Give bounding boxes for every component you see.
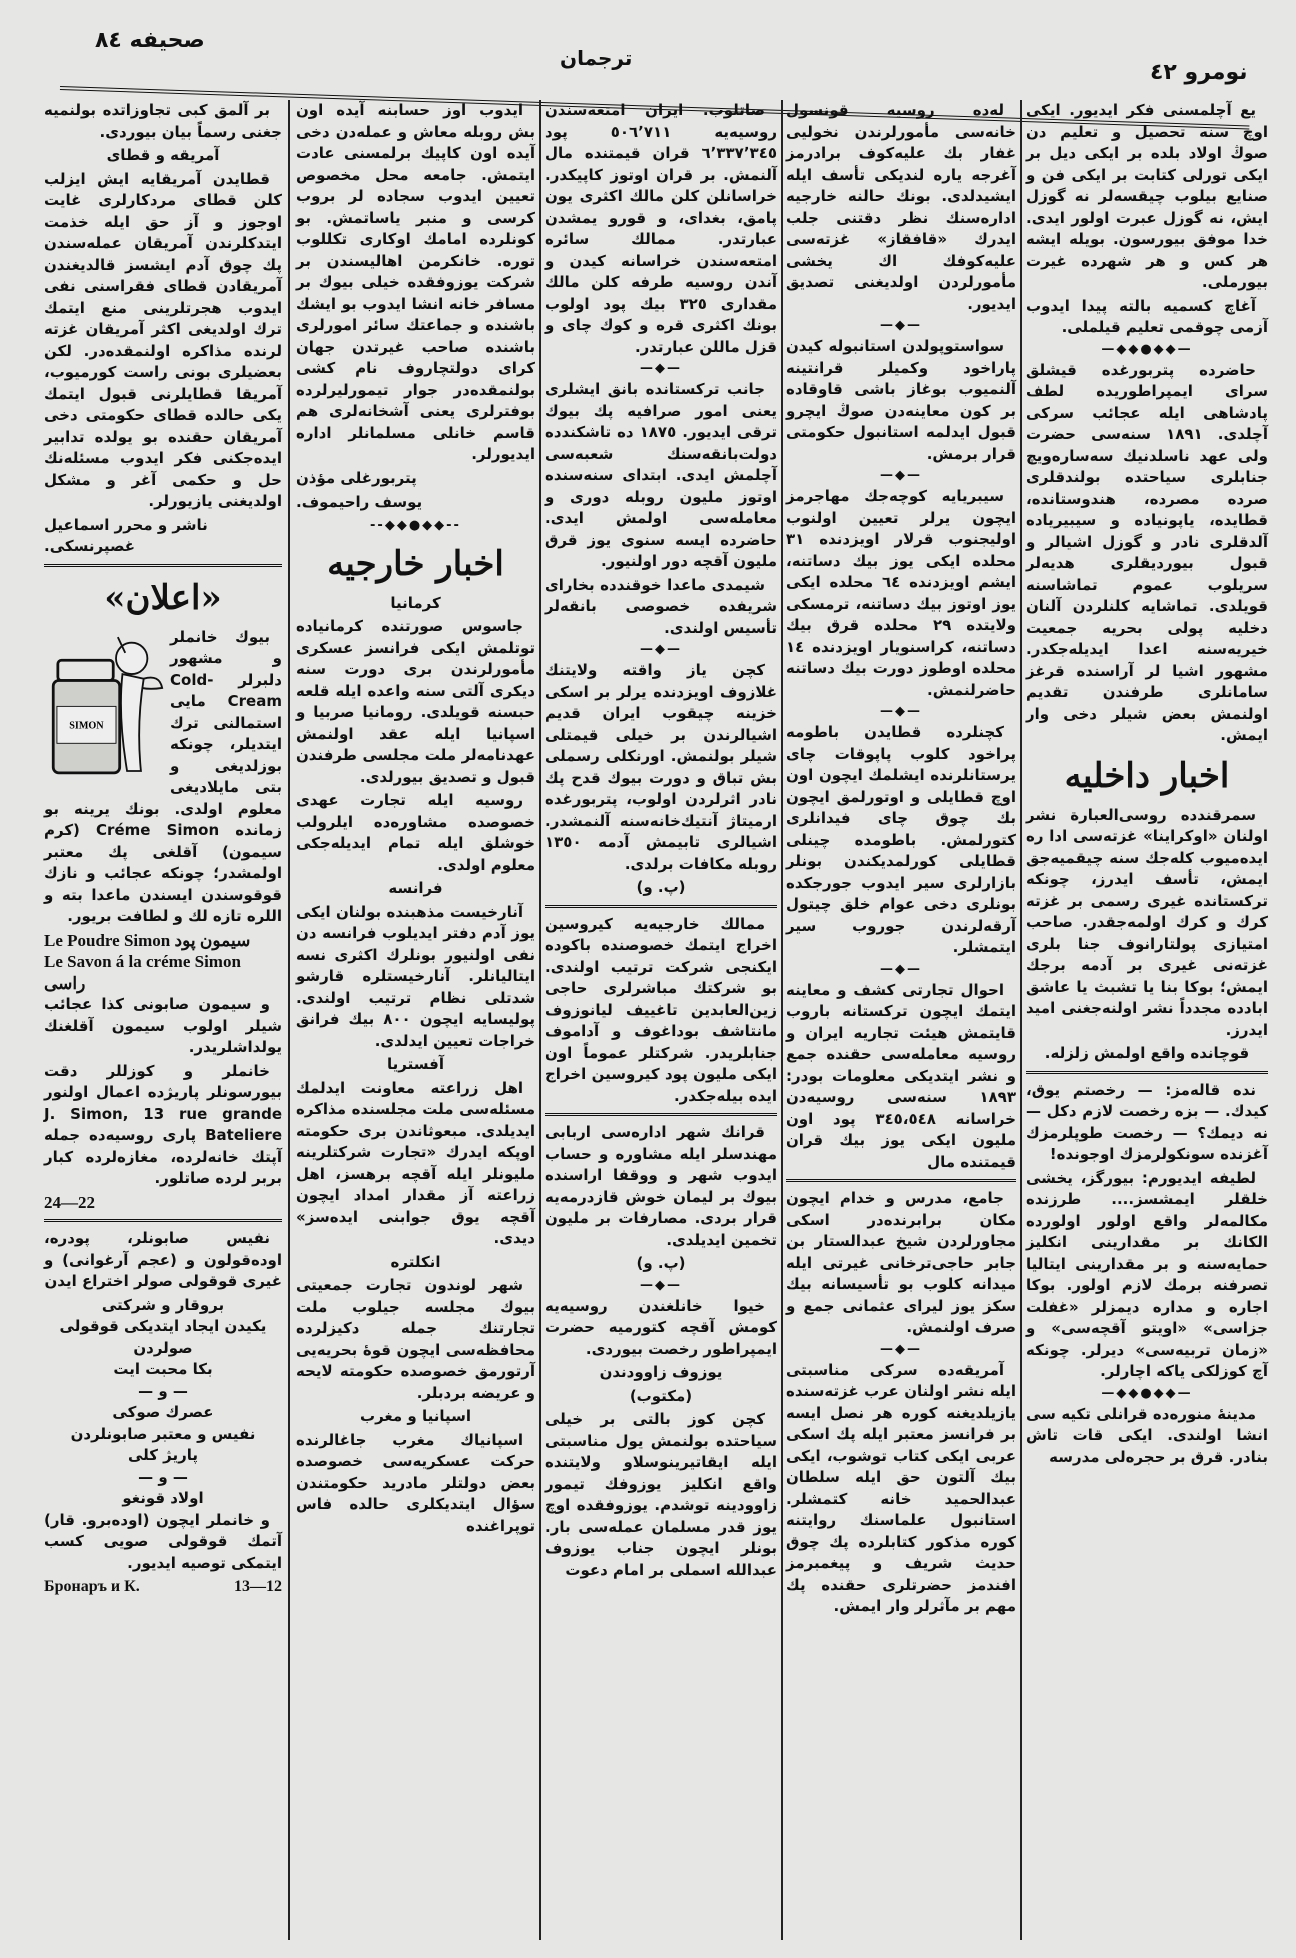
article-paragraph: جاسوس صورتنده كرمانياده توتلمش ايكى فرانسز عسكرى مأمورلرندن برى دورت سنه ديكرى آلتى سنه واعده ايله قلعه حبسنه قويلدى. رومانيا صربيا و اسپانيا ايله عقد اولنمش عهدنامه‌لر ملت مجلسى طرفندن قبول و تصديق بيورلدى.: [296, 617, 535, 786]
article-paragraph: قطايدن آمريقايه ايش ايزلب كلن قطاى مردكارلرى غايت اوجوز و آز حق ايله خذمت ايتدكلرندن آمريقان عمله‌سندن پك چوق آدم ايشسز قالديغندن آمريقادن قطاى فقراسنى نفى ايدوب هجرتلرينى منع ايتمك ترك اولديغى اكثر آمريقان غزته لرنده مذاكره اولنمقده‌در. لكن بعضيلرى بونى راست كورميوب، آمريقا قطايلرنى قبول ايتمك يكى حالده قطاى حكومتى دخى آمريقان حقنده بو يولده تدابير ايده‌جكنى فكر ايدوب مسئله‌نك حل و حكمى آغر و مشكل اولديغنى يازيورلر.: [44, 169, 282, 510]
page-number: صحيفه ٨٤: [95, 28, 205, 53]
ornament-divider: —◆—: [880, 961, 922, 977]
article-signature: پتربورغلى مؤذن: [296, 468, 417, 487]
article-paragraph: احوال تجارتى كشف و معاينه ايتمك ايچون تركستانه باروب قايتمش هيئت تجاريه ايران و روسيه معامله‌سى حقنده جمع و نشر ايتديكى معلومات بودر: ١٨٩٣ سنه‌سى روسيه‌دن خراسانه ٣٤٥،٥٤٨ پود اون مليون ايكى يوز بيك قران قيمتنده مال: [786, 980, 1016, 1171]
ad-centered-line: عصرك صوكى: [112, 1403, 214, 1421]
article-paragraph: صاتلوب. ايران امتعه‌سندن روسيه‌يه ٥٠٦٬٧١١ پود ٦٬٣٣٧٬٣٤٥ قران قيمتنده مال آلنمش. بر قران اوتوز كاپيكدر. خراسانلن كلن مالك اكثرى يون پامق، بغداى، و قورو يمشدن عبارتدر. ممالك سائره امتعه‌سندن خراسانه كيدن و آندن روسيه طرفه كلن مالك مقدارى ٣٢٥ بيك پود اولوب بونك اكثرى قره و كوك چاى و قزل ماللن عبارتدر.: [545, 101, 777, 356]
article-paragraph: روسيه ايله تجارت عهدى خصوصده مشاوره‌ده ايلرولب خوشلق ايله تمام ايديله‌جكى معلوم اولدى.: [296, 791, 535, 874]
article-paragraph: سمرقندده روسى‌العبارة نشر اولنان «اوكراينا» غزته‌سى ادا ره ايده‌ميوب كله‌جك سنه چيقميه‌جق ايمش، تأسف ايدرز، چونكه تركستانده غيرى رسمى بر غزته كرك و كرك اولمه‌جقدر. صاحب امتيازى پولتارانوف جنا بلرى غزته‌نى غيرى بر آدمه برجك ايمش؛ بوكا بنا يا تشبث يا عاشق ابادده مجدداً نشر اولنه‌جغنى اميد ايدرز.: [1026, 805, 1268, 1039]
article-paragraph: كچنلرده قطايدن باطومه پراخود كلوب پاپوقات چاى يرستانلرنده ايشلمك ايچون اون اوچ قطايلى و اوتورلمق ايچون بك چوق چاى فيدانلرى كتورلمش. باطومده چينلى قطايلى كورلمديكندن بونلر بازارلرى سير ايدوب جورجكده بونلرى دخى عوام خلق چيتول آرقه‌لرندن جوروب سير ايتمشلر.: [786, 723, 1016, 956]
article-paragraph: لطيفه ايديورم: بيورگز، يخشى خلقلر ايمشسز.... طرزنده مكالمه‌لر واقع اولور اولورده الكانك بر مقدارينى انكليز حمايه‌سنه و بر مقدارينى ايتاليا تصرفنه برمك لازم اولور. بوكا اجاره و مداره ديمزلر «غفلت جزاسى» «اويتو آقچه‌سى» و «زمان تربيه‌سى» ديرلر. چونكه آچ كوزلكى ياكه اچارلر.: [1026, 1168, 1268, 1380]
article-paragraph: ممالك خارجيه‌يه كيروسين اخراج ايتمك خصوصنده باكوده ايكنجى شركت ترتيب اولندى. بو شركتك مباشرلرى حاجى زين‌العابدين تاغييف ليانوزوف مانتاشف بوداغوف و آداموف جنابلريدر. شركتلر عموماً اون ايكى مليون پود كيروسين اخراج ايده بيله‌جكدر.: [545, 914, 777, 1105]
ornament-divider: --◆◆●◆◆--: [370, 517, 461, 533]
article-paragraph: سيبريايه كوچه‌جك مهاجرمز ايچون يرلر تعيين اولنوب اوليجنوب قرلار اويزدنده ٣١ محلده ايكى يوز بيك دساتنه، ايشم اويزدنده ٦٤ محلده ايكى يوز اوتوز بيك دساتنه، ترمسكى ولايتده ٢٩ محلده قرق بيك دساتنه، كراسنويار اويزدنده ١٤ محلده اوطوز دورت بيك دساتنه حاضرلنمش.: [786, 487, 1016, 699]
ad-centered-line: اولاد قونغو: [122, 1489, 204, 1507]
article-paragraph: مدينهٔ منوره‌ده قرانلى تكيه سى انشا اولندى. ايكى قات تاش بنادر. قرق بر حجره‌لى مدرسه: [1026, 1404, 1268, 1466]
latin-text-line: 24—22: [44, 1192, 95, 1212]
article-paragraph: بر آلمق كبى تجاوزاتده بولنميه جغنى رسماً بيان بيوردى.: [44, 101, 282, 141]
section-rule: [545, 1113, 777, 1116]
ad-centered-line: پاريژ كلى: [127, 1446, 199, 1464]
ad-centered-line: — و —: [138, 1467, 188, 1486]
ad-centered-line: يكيدن ايجاد ايتديكى قوقولى صولردن: [59, 1317, 267, 1357]
ad-run-count: 13—12: [234, 1578, 282, 1595]
article-subheading: (پ. و): [636, 1254, 686, 1272]
column-5: [40, 100, 286, 1598]
article-paragraph: خانملر و كوزللر دقت بيورسونلر پاريژده اعمال اولنور J. Simon, 13 rue grande Bateliere پارى روسيه‌ده جمله آپتك خانه‌لرده، مغازه‌لرده كبار بربر لرده صاتلور.: [44, 1061, 282, 1187]
article-paragraph: قرانك شهر اداره‌سى اربابى مهندسلر ايله مشاوره و حساب ايدوب شهر و ووقفا اراسنده بيوك بر ليمان خوش قازدرمه‌يه قرار بردى. مصارفات بر مليون تخمين ايديلدى.: [545, 1123, 777, 1249]
article-subheading: (مكتوب): [629, 1386, 693, 1405]
section-heading: اخبار خارجيه: [327, 543, 504, 584]
article-subheading: آمريقه و قطاى: [106, 146, 220, 164]
article-paragraph: حاضرده پتربورغده قيشلق سراى ايمپراطوريده لطف پادشاهى ايله عجائب سركى آچلدى. ١٨٩١ سنه‌سى حضرت ولى عهد ناسلدنيك سه‌ساره‌ويچ جنابلرى سياحتده بولندقلرى صرده مصرده، هندوستانده، قطايده، ياپونياده و سيبيرياده آلدقلرى نادر و گوزل اشيالر و قبول بيورديقلرى هديه‌لر سريلوب عموم تماشاسنه قويلدى. تماشايه كلنلردن آلنان دخليه پولى بحريه جمعيت خيريه‌سنه اعدا ايديله‌جكدر. مشهور اشيا لر آراسنده قرغز سامانلرى طرفندن تقديم اولنمش بعض شيلر دخى وار ايمش.: [1026, 360, 1268, 744]
column-divider: [288, 100, 290, 1940]
article-paragraph: بيوك خانملر و مشهور دلبرلر Cold-Cream مايى استمالنى ترك ايتديلر، چونكه بوزلديغى و بتى مايلاديغى معلوم اولدى. بونك يرينه بو زمانده Créme Simon (كرم سيمون) آقلغى پك معتبر اولمشدر؛ چونكه عجائب و نازك قوقوسندن ايسندن ماعدا بته و اللره تازه لك و لطافت بريور.: [44, 627, 282, 925]
article-signature: يوسف راحيموف.: [296, 493, 423, 511]
ad-centered-line: — و —: [138, 1381, 188, 1400]
column-2: [782, 100, 1020, 1620]
article-paragraph: شيمدى ماعدا خوقندده بخاراى شريفده خصوصى بانقه‌لر تأسيس اولندى.: [545, 575, 777, 637]
ornament-divider: —◆◆●◆◆—: [1101, 341, 1193, 357]
column-divider: [1020, 100, 1022, 1940]
ornament-divider: —◆◆●◆◆—: [1101, 1385, 1193, 1401]
section-heading: اخبار داخليه: [1064, 755, 1230, 796]
newspaper-title: ترجمان: [560, 46, 633, 70]
section-rule: [44, 564, 282, 567]
section-rule: [786, 1179, 1016, 1182]
article-subheading: يوزوف زاوودندن: [599, 1363, 723, 1381]
article-paragraph: نده قاله‌مز: — رخصتم يوق، كيدك. — بزه رخصت لازم دكل — نه ديمك؟ — رخصت طوپلرمزك آغزنده سونكولرمزك اوجونده!: [1026, 1080, 1268, 1163]
ornament-divider: —◆—: [640, 1277, 682, 1293]
article-paragraph: كچن ياز واقته ولايتنك غلازوف اويزدنده يرلر بر اسكى خزينه چيقوب ايران قديم اشيالرندن بر خيلى قيمتلى شيلر بولنمش. اورنكلى رسملى بش تباق و دورت بيوك قدح پك نادر اثرلردن اولوب، پتربورغده ارميتاژ آنتيك‌خانه‌سنه آلنمشدر. اشيالرى تابيمش آدمه ١٣٥٠ روبله مكافات برلدى.: [545, 661, 777, 873]
article-paragraph: آنارخيست مذهبنده بولنان ايكى يوز آدم دفتر ايديلوب فرانسه دن نفى اولنيور بونلرك اكثرى نسه ايتاليانلر. آنارخيستلره قارشو شدتلى نظام ترتيب اولندى. پوليسايه ايچون ٨٠٠ بيك فرانق خراجات تعيين ايدلدى.: [296, 902, 535, 1050]
cream-jar-cupid-illustration: [44, 631, 164, 791]
article-paragraph: كچن كوز بالتى بر خيلى سياحتده بولنمش يول مناسبتى ايله ايقاتيرينوسلاو ولايتنده واقع انكليز يوزوفك تيمور زاوودينه توشدم. يوزوفقده اوچ يوز قدر مسلمان عمله‌سى بار. بونلر ايچون جناب يوزوف عبدالله اسملى بر امام دعوت: [545, 1410, 777, 1579]
latin-text-line: Le Savon á la créme Simon راسى: [44, 952, 241, 993]
printer-footer: [44, 1576, 282, 1598]
ornament-divider: —◆—: [640, 642, 682, 657]
ad-centered-line: نفيس و معتبر صابونلردن: [70, 1424, 256, 1443]
article-paragraph: جانب تركستانده بانق ايشلرى يعنى امور صرافيه پك بيوك ترقى ايديور. ١٨٧٥ ده تاشكندده دولت‌بانقه‌سنك شعبه‌سى آچلمش ايدى. ابتداى سنه‌سنده اوتوز مليون روبله دورى و معامله‌سى اولمش ايدى. حاضرده ايسه سنوى يوز قرق مليون آقچه دور اولنيور.: [545, 380, 778, 570]
svg-text:SIMON: SIMON: [69, 720, 104, 732]
article-subheading: اسپانيا و مغرب: [360, 1407, 471, 1425]
column-divider: [781, 100, 783, 1940]
article-paragraph: شهر لوندون تجارت جمعيتى بيوك مجلسه جيلوب ملت تجارتنك جمله دكيزلرده محافظه‌سى ايچون قوهٔ بحريه‌يى آرتورمق خصوصده حكومته لايحه و عريضه بردبلر.: [296, 1276, 535, 1402]
ornament-divider: —◆—: [880, 1341, 922, 1357]
ad-centered-line: بروقار و شركتى: [101, 1295, 225, 1314]
ornament-divider: —◆—: [880, 468, 922, 483]
article-paragraph: جامع، مدرس و خدام ايچون مكان برابرنده‌در اسكى مجاورلردن شيخ عبدالستار بن جابر حاجى‌ترخانى غيرتى ايله ميدانه كلوب بو تأسيسانه بيك سكز يوز ليراى عثمانى جمع و صرف اولنمش.: [786, 1189, 1016, 1336]
article-subheading: آفستريا: [387, 1055, 444, 1073]
article-paragraph: ايدوب اوز حسابنه آيده اون بش روبله معاش و عمله‌دن دخى آيده اون كاپيك برلمسنى عادت ايتمش. جامعه محل مخصوص تعيين ايدوب سجاده لر بروب كرسى و منبر ياساتمش. بو كونلرده امامك اوكارى تكللوب توره. خانكرمن اهاليسندن بر شركت يوزوفقده خيلى بيوك بر مسافر خانه انشا ايدوب بو ايشك باشنده و جماعتك سائر امورلرى باشنده صاحب غيرتدن جهان كراى دولتچاروف نام كشى بولنمقده‌در جوار تيمورليرلرده بوفترلرى يعنى آشخانه‌لرى هم قاسم خانلى مسلمانلر اداره ايديورلر.: [296, 101, 535, 463]
article-paragraph: آمريقه‌ده سركى مناسبتى ايله نشر اولنان عرب غزته‌سنده يازيلديغنه كوره هر نصل ايسه بر فرانسز معتبر ايله پك اسكى عربى ايكى كتاب توشوب، ايكى بيك آلتون حق ايله سلطان عبدالحميد خانه كتمشلر. استانبول علماسنك روايتنه كوره مذكور كتابلرده پك چوق حديث شريف و پيغمبرمز افندمز حضرتلرى حقنده پك مهم بر مآثرلر وار ايمش.: [786, 1360, 1016, 1615]
latin-text-line: Le Poudre Simon سيمون پود: [44, 930, 251, 950]
section-rule: [44, 1219, 282, 1222]
ornament-divider: —◆—: [880, 704, 922, 719]
article-paragraph: خيوا خانلغندن روسيه‌يه كومش آقچه كتورميه حضرت ايمپراطور رخصت بيوردى.: [545, 1296, 777, 1358]
article-paragraph: له‌ده روسيه قونسول خانه‌سى مأمورلرندن نخوليى غفار بك عليه‌كوف برادرمز آغرجه ياره لنديكى تأسف ايله ايشيدلدى. بونك حالنه خارجيه اداره‌سنك نظر دقتنى جلب ايدرك «قافقاز» غزته‌سى عليه‌كوفك اك يخشى مأمورلردن اولديغنى تصديق ايديور.: [786, 101, 1016, 313]
article-paragraph: سواستوپولدن استانبوله كيدن پاراخود وكميلر قرانتينه آلنميوب بوغاز باشى قاوقاده بر كون معاينه‌دن صوڭ ايچرو قبول ايدلمه استانبول حكومتى قرار برمش.: [786, 337, 1016, 463]
column-1: [1022, 100, 1272, 1470]
article-subheading: كرمانيا: [390, 593, 441, 612]
advertisements-heading: «اعلان»: [104, 577, 222, 618]
section-rule: [545, 905, 777, 908]
column-3: [541, 100, 781, 1583]
printer-name: Бронаръ и К.: [44, 1578, 140, 1595]
ad-centered-line: بكا محبت ايت: [113, 1360, 213, 1378]
article-paragraph: و خانملر ايچون (اوده‌برو. قار) آتمك قوقولى صويى كسب ايتمكى توصيه ايديور.: [44, 1510, 282, 1572]
section-rule: [1026, 1071, 1268, 1074]
ornament-divider: —◆—: [880, 318, 922, 333]
article-paragraph: اهل زراعته معاونت ايدلمك مسئله‌سى ملت مجلسنده مذاكره ايديلدى. مبعوثاندن برى حكومته اوپكه ايدرك «تجارت شركتلرينه مليونلر ايله آقچه برهسز، اهل زراعته آز مقدار امداد ايچون آقچه يوق جوابنى ايده‌سز» ديدى.: [296, 1078, 535, 1247]
article-paragraph: و سيمون صابونى كذا عجائب شيلر اولوب سيمون آقلغنك يولداشلريدر.: [44, 995, 282, 1056]
column-4: [292, 100, 539, 1539]
ornament-divider: —◆—: [640, 361, 682, 376]
issue-number: نومرو ٤٢: [1150, 60, 1248, 85]
article-subheading: انكلتره: [390, 1252, 441, 1271]
article-signature: ناشر و محرر اسماعيل غصپرنسكى.: [44, 515, 208, 555]
article-paragraph: اسپانياك مغرب جاغالرنده حركت عسكريه‌سى خصوصده بعض دولتلر مادريد حكومتندن سؤال ايتديكلرى حالده فاس توپراغنده: [296, 1430, 535, 1535]
article-subheading: فرانسه: [388, 879, 443, 897]
column-divider: [539, 100, 541, 1940]
article-paragraph: يع آچلمسنى فكر ايديور. ايكى اوچ سنه تحصيل و تعليم دن صوڭ اولاد بلده بر ايكى ديل بر ايكى تورلى كتابت بر ايكى فن و صنايع بيلوب چيقسه‌لر نه گوزل ايش، نه گوزل عبرت اولور ايدى. خدا موفق بيورسون. بويله ايشه هر كس و هر شهرده غيرت بيورملى.: [1026, 101, 1268, 291]
article-paragraph: آغاچ كسميه بالته پيدا ايدوب آزمى چوقمى تعليم قيلملى.: [1026, 296, 1268, 336]
article-subheading: (پ. و): [636, 878, 686, 896]
article-subheading: قوچانده واقع اولمش زلزله.: [1044, 1044, 1250, 1062]
article-paragraph: نفيس صابونلر، پودره، اوده‌قولون و (عجم آرغوانى) و غيرى قوقولى صولر اختراع ايدن: [44, 1229, 282, 1290]
